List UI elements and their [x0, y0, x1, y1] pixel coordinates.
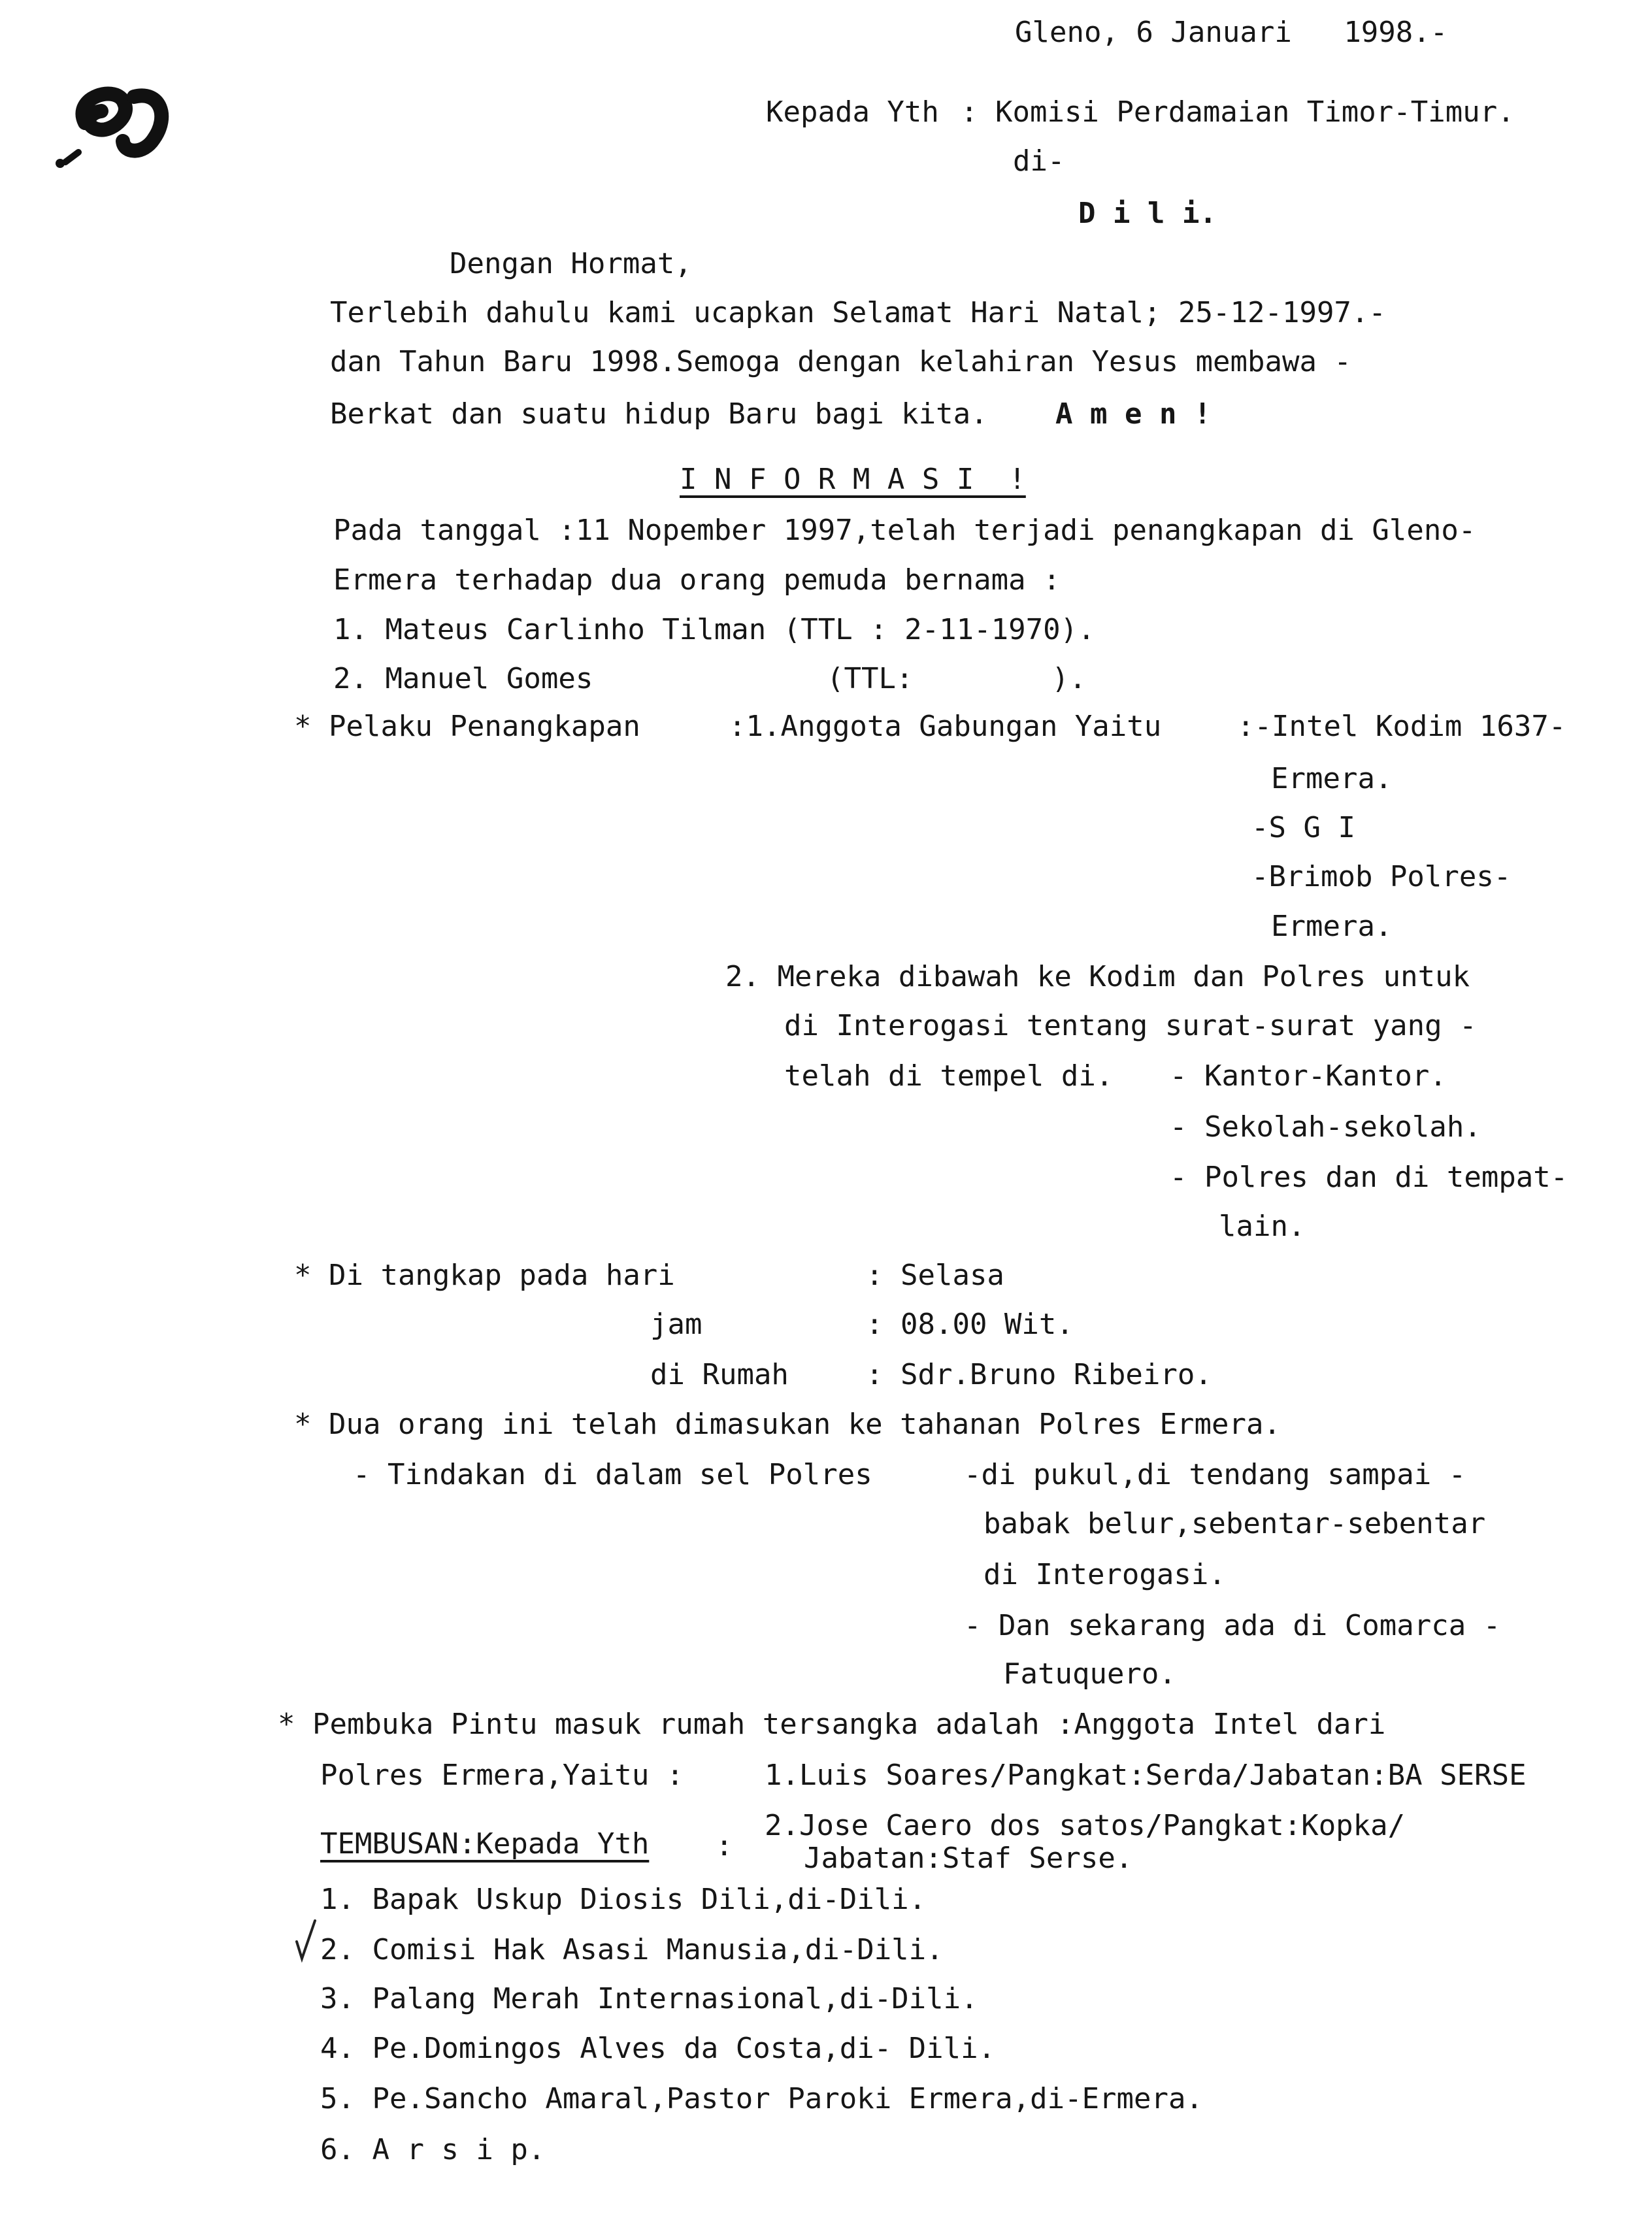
cc-item-4: 4. Pe.Domingos Alves da Costa,di- Dili. [320, 2032, 996, 2065]
location-3-cont: lain. [1219, 1210, 1306, 1243]
door-line-4: 2.Jose Caero dos satos/Pangkat:Kopka/ [765, 1809, 1406, 1842]
unit-2: -S G I [1251, 811, 1355, 844]
cc-item-1: 1. Bapak Uskup Diosis Dili,di-Dili. [320, 1883, 927, 1916]
cc-item-3: 3. Palang Merah Internasional,di-Dili. [320, 1982, 978, 2015]
unit-3-cont: Ermera. [1271, 910, 1393, 943]
interrogation-line-2: di Interogasi tentang surat-surat yang - [784, 1009, 1477, 1042]
interrogation-line-3: telah di tempel di. [784, 1059, 1114, 1093]
amen: A m e n ! [1055, 397, 1212, 431]
intro-line-2: dan Tahun Baru 1998.Semoga dengan kelahiran Yesus membawa - [330, 345, 1351, 378]
arrest-day-label: * Di tangkap pada hari [294, 1259, 675, 1292]
arrest-place-value: : Sdr.Bruno Ribeiro. [866, 1358, 1212, 1391]
arrest-day-value: : Selasa [866, 1259, 1004, 1292]
treatment-3: di Interogasi. [983, 1558, 1226, 1591]
interrogation-line-1: 2. Mereka dibawah ke Kodim dan Polres untuk [725, 960, 1470, 993]
arrest-time-value: : 08.00 Wit. [866, 1308, 1074, 1341]
treatment-label: - Tindakan di dalam sel Polres [353, 1458, 872, 1491]
cc-label: TEMBUSAN:Kepada Yth [320, 1827, 650, 1861]
perpetrator-label: * Pelaku Penangkapan [294, 710, 640, 743]
location-2: - Sekolah-sekolah. [1170, 1110, 1481, 1144]
arrest-time-label: jam [650, 1308, 702, 1341]
unit-1-cont: Ermera. [1271, 762, 1393, 795]
section-title: I N F O R M A S I ! [680, 463, 1026, 496]
location-3: - Polres dan di tempat- [1170, 1161, 1568, 1194]
treatment-5: Fatuquero. [1003, 1657, 1176, 1691]
recipient-name: : Komisi Perdamaian Timor-Timur. [961, 95, 1515, 129]
handwritten-tick-mark [293, 1918, 319, 1964]
greeting: Dengan Hormat, [450, 247, 692, 280]
door-line-1: * Pembuka Pintu masuk rumah tersangka adalah :Anggota Intel dari [278, 1708, 1386, 1741]
treatment-2: babak belur,sebentar-sebentar [983, 1507, 1486, 1540]
treatment-4: - Dan sekarang ada di Comarca - [964, 1609, 1501, 1642]
perpetrator-1: :1.Anggota Gabungan Yaitu [729, 710, 1162, 743]
info-line-2: Ermera terhadap dua orang pemuda bernama : [333, 563, 1061, 597]
unit-3: -Brimob Polres- [1251, 860, 1512, 893]
cc-item-5: 5. Pe.Sancho Amaral,Pastor Paroki Ermera,di-Ermera. [320, 2082, 1204, 2115]
intro-line-1: Terlebih dahulu kami ucapkan Selamat Hari Natal; 25-12-1997.- [330, 296, 1386, 329]
door-line-5: Jabatan:Staf Serse. [804, 1842, 1133, 1875]
info-line-1: Pada tanggal :11 Nopember 1997,telah terjadi penangkapan di Gleno- [333, 514, 1476, 547]
intro-line-3: Berkat dan suatu hidup Baru bagi kita. [330, 397, 988, 431]
cc-colon: : [716, 1829, 733, 1862]
cc-item-2: 2. Comisi Hak Asasi Manusia,di-Dili. [320, 1933, 944, 1966]
treatment-1: -di pukul,di tendang sampai - [964, 1458, 1466, 1491]
door-line-3: 1.Luis Soares/Pangkat:Serda/Jabatan:BA SERSE [765, 1759, 1527, 1792]
location-1: - Kantor-Kantor. [1170, 1059, 1447, 1093]
detention-line: * Dua orang ini telah dimasukan ke tahanan Polres Ermera. [294, 1408, 1281, 1441]
person-2-ttl: (TTL: ). [827, 662, 1087, 695]
person-1: 1. Mateus Carlinho Tilman (TTL : 2-11-1970). [333, 613, 1095, 646]
recipient-label: Kepada Yth [766, 95, 939, 129]
handwritten-ink-mark [46, 77, 176, 169]
arrest-place-label: di Rumah [650, 1358, 789, 1391]
recipient-di: di- [1013, 144, 1065, 178]
person-2-name: 2. Manuel Gomes [333, 662, 593, 695]
recipient-city: D i l i. [1078, 197, 1217, 230]
door-line-2: Polres Ermera,Yaitu : [320, 1759, 684, 1792]
unit-1: :-Intel Kodim 1637- [1237, 710, 1566, 743]
place-date: Gleno, 6 Januari 1998.- [1015, 16, 1448, 49]
cc-item-6: 6. A r s i p. [320, 2133, 546, 2166]
